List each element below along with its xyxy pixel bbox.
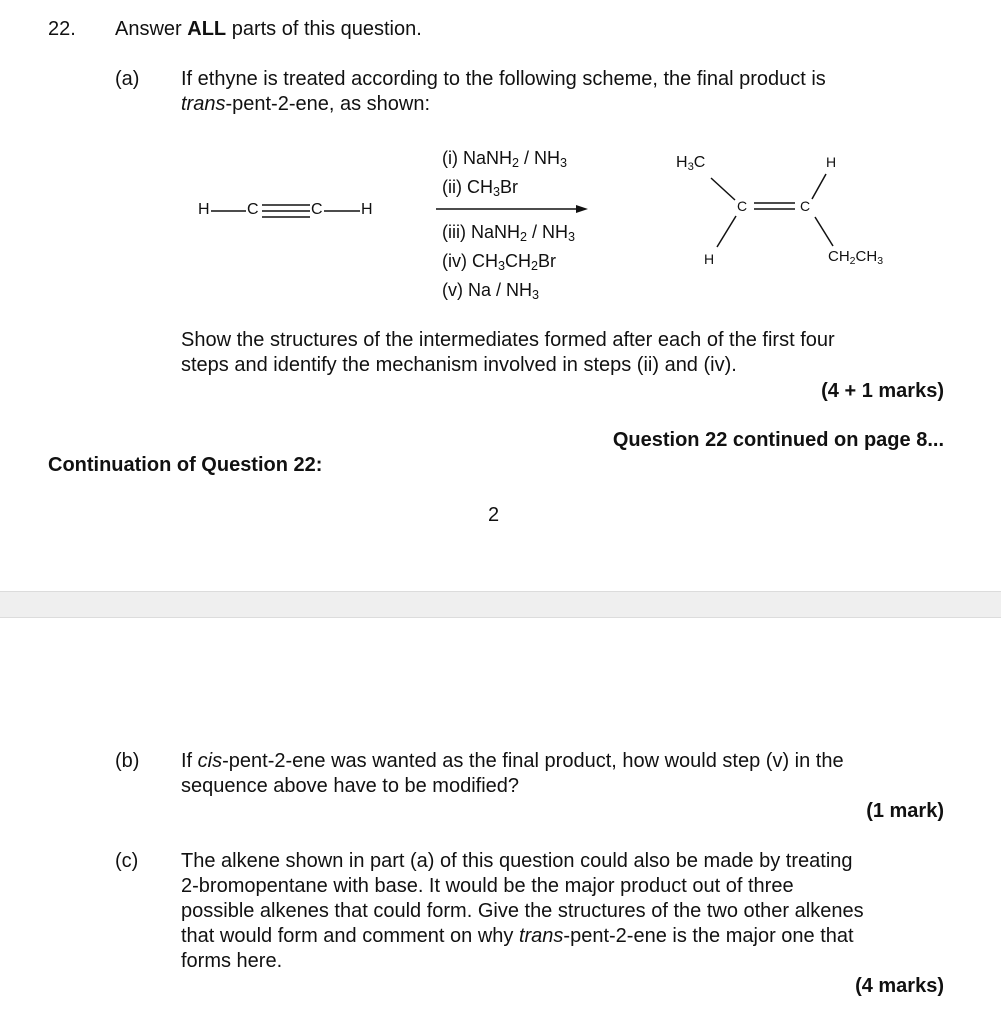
product-h-bottom: H xyxy=(704,251,715,267)
part-c-line3: possible alkenes that could form. Give the structures of the two other alkenes xyxy=(181,900,864,922)
reagent-iii-mid: / NH xyxy=(527,222,569,242)
question-number: 22. xyxy=(48,18,76,40)
reagent-iv-sub2: 2 xyxy=(531,259,539,273)
reagent-iii-prefix: (iii) NaNH xyxy=(442,222,520,242)
part-c-line4 xyxy=(181,924,854,949)
part-a-label: (a) xyxy=(115,68,140,90)
part-b-line1 xyxy=(181,749,844,774)
reagent-i-sub2: 3 xyxy=(560,156,568,170)
product-c-right: C xyxy=(800,198,811,214)
part-c-line4-pre: that would form and comment on why xyxy=(181,925,519,947)
part-b-line2: sequence above have to be modified? xyxy=(181,775,520,797)
part-b-line1-rest: -pent-2-ene was wanted as the final product, how would step (v) in the xyxy=(222,750,844,772)
part-a-line1: If ethyne is treated according to the following scheme, the final product is xyxy=(181,68,826,90)
product-ch2: CH xyxy=(828,248,850,265)
reagent-i-sub: 2 xyxy=(512,156,520,170)
reagent-iii-sub2: 3 xyxy=(568,230,576,244)
reagent-iv-sub: 3 xyxy=(498,259,506,273)
continuation-heading: Continuation of Question 22: xyxy=(48,454,323,476)
part-b-cis: cis xyxy=(197,750,223,772)
reagent-iv-rest: Br xyxy=(538,251,557,271)
reagent-ii-sub: 3 xyxy=(493,185,501,199)
product-h3c-sub: 3 xyxy=(687,161,694,173)
reagent-step-iii xyxy=(442,221,575,243)
part-a-trans: trans xyxy=(181,93,226,115)
part-a-task-line1: Show the structures of the intermediates formed after each of the first four xyxy=(181,329,835,351)
part-c-line2: 2-bromopentane with base. It would be the major product out of three xyxy=(181,875,794,897)
reagent-step-ii xyxy=(442,176,518,198)
part-b-marks: (1 mark) xyxy=(866,800,944,822)
reagent-v-sub: 3 xyxy=(532,288,540,302)
product-ch3-sub: 3 xyxy=(877,255,884,267)
product-c-left: C xyxy=(737,198,748,214)
product-h3c-c: C xyxy=(693,154,706,171)
intro-post: parts of this question. xyxy=(226,18,422,40)
part-c-line4-rest: -pent-2-ene is the major one that xyxy=(563,925,854,947)
page-break xyxy=(0,591,1001,618)
product-ch3: CH xyxy=(855,248,878,265)
reagent-iv-mid: CH xyxy=(505,251,532,271)
reactant-h-left: H xyxy=(198,201,210,218)
part-a-task-line2: steps and identify the mechanism involved in steps (ii) and (iv). xyxy=(181,354,737,376)
part-c-marks: (4 marks) xyxy=(855,975,944,997)
reagent-ii-prefix: (ii) CH xyxy=(442,177,493,197)
part-a-marks: (4 + 1 marks) xyxy=(821,380,944,402)
intro-bold: ALL xyxy=(187,18,227,40)
reagent-iv-prefix: (iv) CH xyxy=(442,251,498,271)
reagent-step-i xyxy=(442,147,567,169)
reactant-c1: C xyxy=(247,201,259,218)
page-number: 2 xyxy=(488,504,500,526)
reagent-step-v xyxy=(442,279,539,301)
reaction-scheme xyxy=(0,0,1001,320)
reagent-v-prefix: (v) Na / NH xyxy=(442,280,532,300)
continued-note: Question 22 continued on page 8... xyxy=(612,429,944,451)
part-a-line2-rest: -pent-2-ene, as shown: xyxy=(225,93,431,115)
reactant-h-right: H xyxy=(361,201,373,218)
reagent-step-iv xyxy=(442,250,556,272)
part-c-line1: The alkene shown in part (a) of this question could also be made by treating xyxy=(181,850,853,872)
reagent-i-mid: / NH xyxy=(519,148,561,168)
part-c-label: (c) xyxy=(115,850,139,872)
reactant-c2: C xyxy=(311,201,323,218)
product-h-top: H xyxy=(826,154,837,170)
intro-pre: Answer xyxy=(115,18,188,40)
part-b-label: (b) xyxy=(115,750,140,772)
product-ch2-sub: 2 xyxy=(849,255,856,267)
product-h3c xyxy=(676,154,705,172)
reagent-i-prefix: (i) NaNH xyxy=(442,148,512,168)
reagent-ii-rest: Br xyxy=(500,177,519,197)
part-c-line5: forms here. xyxy=(181,950,283,972)
product-ch2ch3 xyxy=(828,248,883,265)
part-b-pre: If xyxy=(181,750,198,772)
part-c-trans: trans xyxy=(518,925,564,947)
reagent-iii-sub: 2 xyxy=(520,230,528,244)
product-h3c-h: H xyxy=(676,154,688,171)
